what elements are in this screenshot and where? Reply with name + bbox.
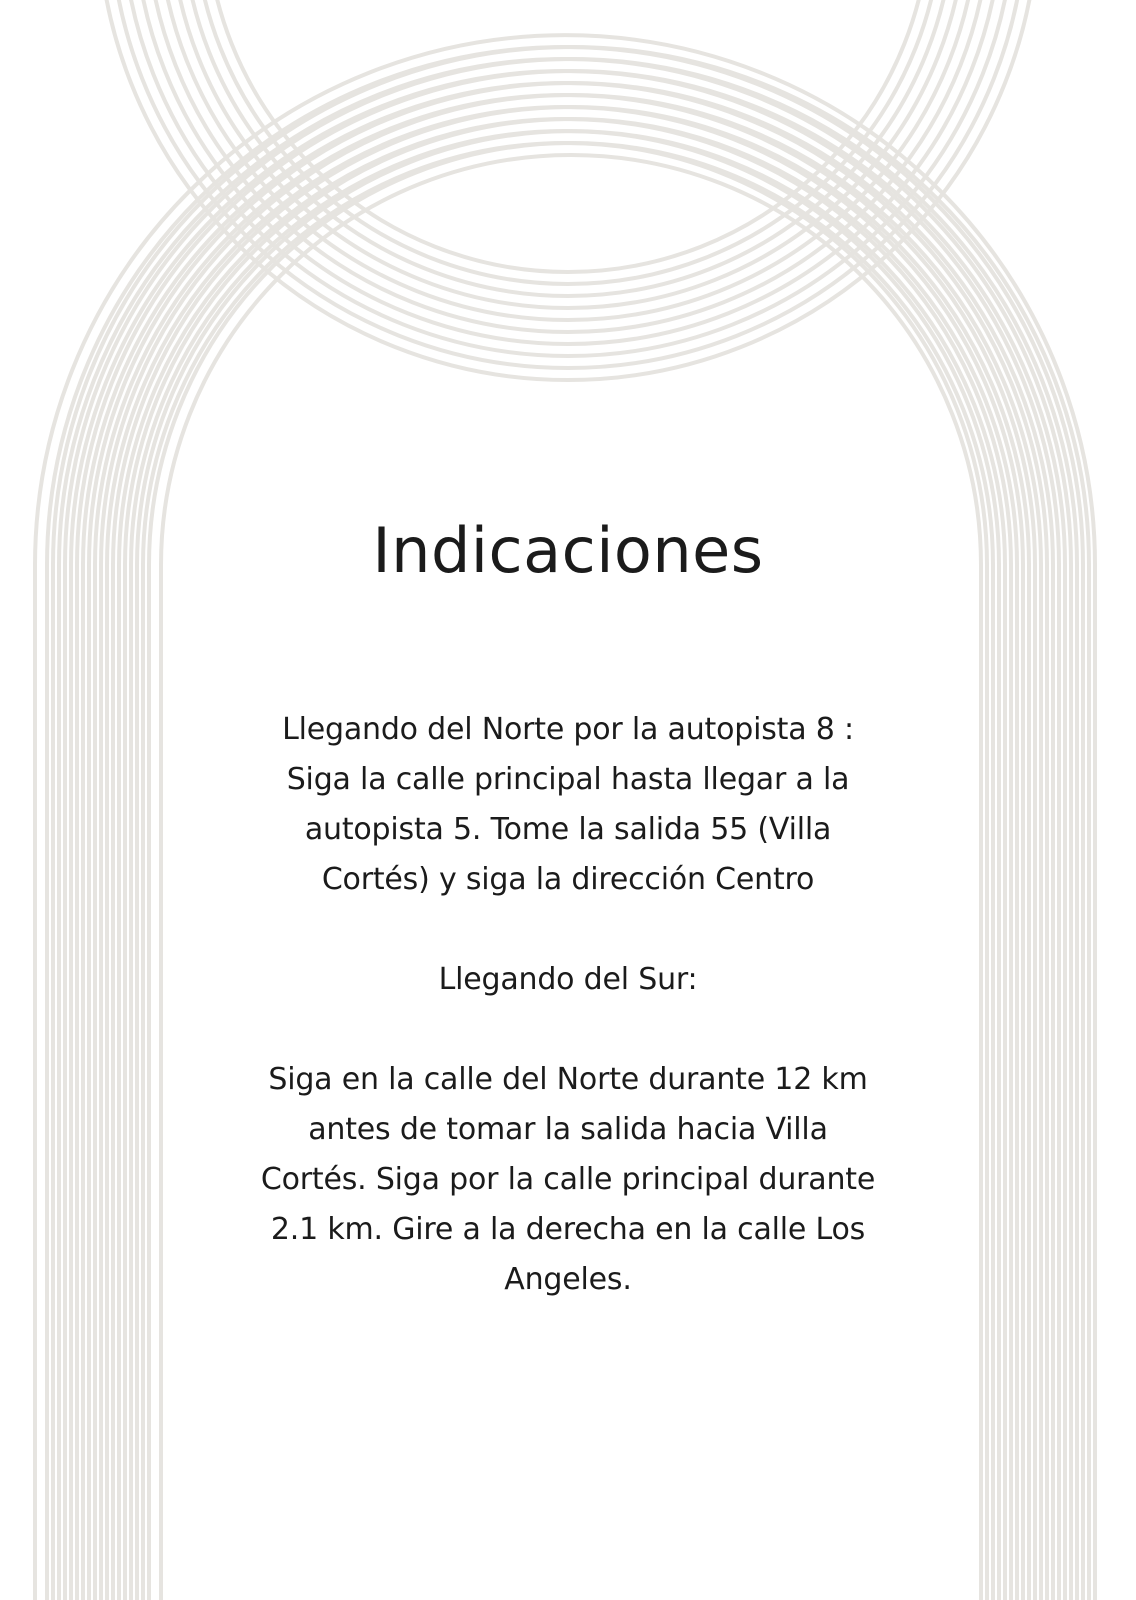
south-line: Siga en la calle del Norte durante 12 km [268, 1062, 868, 1097]
south-line: 2.1 km. Gire a la derecha en la calle Los [270, 1212, 866, 1247]
north-line: Siga la calle principal hasta llegar a la [286, 762, 850, 797]
north-directions [218, 705, 918, 905]
south-line: Angeles. [504, 1262, 632, 1297]
south-line: Cortés. Siga por la calle principal durante [260, 1162, 876, 1197]
south-heading: Llegando del Sur: [438, 962, 698, 997]
north-line: Cortés) y siga la dirección Centro [321, 862, 815, 897]
north-line: autopista 5. Tome la salida 55 (Villa [304, 812, 832, 847]
south-directions [218, 1055, 918, 1305]
page-title: Indicaciones [372, 514, 764, 587]
south-line: antes de tomar la salida hacia Villa [308, 1112, 828, 1147]
north-line: Llegando del Norte por la autopista 8 : [282, 712, 854, 747]
